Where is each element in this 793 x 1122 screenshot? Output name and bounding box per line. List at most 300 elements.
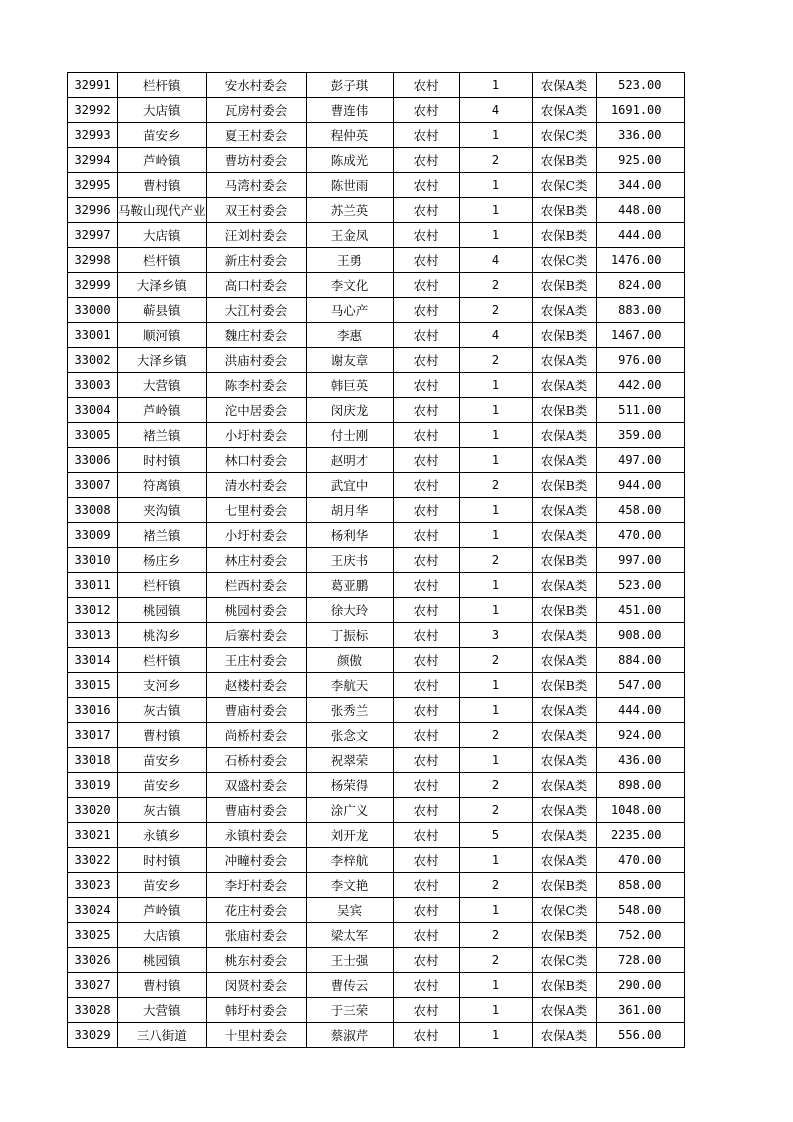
cell-record-id: 32998 — [68, 248, 118, 273]
cell-person-name: 王勇 — [306, 248, 393, 273]
cell-person-name: 王金凤 — [306, 223, 393, 248]
cell-person-name: 付士刚 — [306, 423, 393, 448]
cell-record-id: 32996 — [68, 198, 118, 223]
cell-town: 芦岭镇 — [118, 148, 207, 173]
cell-amount: 470.00 — [596, 523, 684, 548]
cell-village-committee: 闵贤村委会 — [206, 973, 306, 998]
cell-insurance-category: 农保B类 — [532, 473, 596, 498]
cell-insurance-category: 农保A类 — [532, 823, 596, 848]
table-row — [68, 598, 685, 623]
cell-household-count: 4 — [459, 248, 532, 273]
cell-village-committee: 小圩村委会 — [206, 423, 306, 448]
cell-amount: 944.00 — [596, 473, 684, 498]
cell-town: 褚兰镇 — [118, 423, 207, 448]
cell-town: 大店镇 — [118, 923, 207, 948]
cell-village-committee: 汪刘村委会 — [206, 223, 306, 248]
cell-amount: 436.00 — [596, 748, 684, 773]
cell-village-committee: 桃东村委会 — [206, 948, 306, 973]
cell-town: 大营镇 — [118, 998, 207, 1023]
cell-amount: 344.00 — [596, 173, 684, 198]
cell-residence-type: 农村 — [393, 473, 459, 498]
cell-amount: 824.00 — [596, 273, 684, 298]
cell-town: 顺河镇 — [118, 323, 207, 348]
cell-insurance-category: 农保A类 — [532, 373, 596, 398]
cell-insurance-category: 农保B类 — [532, 198, 596, 223]
cell-amount: 752.00 — [596, 923, 684, 948]
cell-village-committee: 陈李村委会 — [206, 373, 306, 398]
cell-amount: 548.00 — [596, 898, 684, 923]
cell-insurance-category: 农保A类 — [532, 573, 596, 598]
table-row — [68, 898, 685, 923]
cell-person-name: 张念文 — [306, 723, 393, 748]
cell-record-id: 33004 — [68, 398, 118, 423]
cell-amount: 924.00 — [596, 723, 684, 748]
cell-village-committee: 小圩村委会 — [206, 523, 306, 548]
cell-village-committee: 赵楼村委会 — [206, 673, 306, 698]
cell-residence-type: 农村 — [393, 123, 459, 148]
cell-insurance-category: 农保C类 — [532, 173, 596, 198]
cell-residence-type: 农村 — [393, 173, 459, 198]
cell-record-id: 33029 — [68, 1023, 118, 1048]
cell-household-count: 2 — [459, 473, 532, 498]
table-row — [68, 423, 685, 448]
cell-amount: 451.00 — [596, 598, 684, 623]
cell-record-id: 33012 — [68, 598, 118, 623]
cell-record-id: 33014 — [68, 648, 118, 673]
cell-insurance-category: 农保A类 — [532, 298, 596, 323]
cell-person-name: 曹传云 — [306, 973, 393, 998]
cell-insurance-category: 农保B类 — [532, 548, 596, 573]
table-row — [68, 273, 685, 298]
table-row — [68, 723, 685, 748]
cell-record-id: 33024 — [68, 898, 118, 923]
cell-village-committee: 清水村委会 — [206, 473, 306, 498]
table-row — [68, 923, 685, 948]
cell-residence-type: 农村 — [393, 998, 459, 1023]
table-row — [68, 173, 685, 198]
cell-household-count: 2 — [459, 798, 532, 823]
cell-household-count: 2 — [459, 648, 532, 673]
cell-village-committee: 曹庙村委会 — [206, 698, 306, 723]
cell-person-name: 陈世雨 — [306, 173, 393, 198]
cell-household-count: 2 — [459, 348, 532, 373]
cell-residence-type: 农村 — [393, 798, 459, 823]
cell-household-count: 5 — [459, 823, 532, 848]
cell-household-count: 1 — [459, 998, 532, 1023]
cell-town: 时村镇 — [118, 448, 207, 473]
cell-record-id: 32995 — [68, 173, 118, 198]
cell-insurance-category: 农保B类 — [532, 398, 596, 423]
cell-household-count: 1 — [459, 373, 532, 398]
cell-residence-type: 农村 — [393, 773, 459, 798]
cell-residence-type: 农村 — [393, 498, 459, 523]
cell-amount: 1476.00 — [596, 248, 684, 273]
cell-person-name: 赵明才 — [306, 448, 393, 473]
cell-household-count: 1 — [459, 398, 532, 423]
cell-village-committee: 马湾村委会 — [206, 173, 306, 198]
cell-record-id: 33000 — [68, 298, 118, 323]
table-row — [68, 398, 685, 423]
cell-town: 时村镇 — [118, 848, 207, 873]
cell-town: 桃园镇 — [118, 598, 207, 623]
table-row — [68, 348, 685, 373]
cell-household-count: 1 — [459, 448, 532, 473]
cell-household-count: 1 — [459, 523, 532, 548]
cell-residence-type: 农村 — [393, 73, 459, 98]
cell-town: 苗安乡 — [118, 873, 207, 898]
cell-residence-type: 农村 — [393, 348, 459, 373]
cell-person-name: 吴宾 — [306, 898, 393, 923]
cell-person-name: 谢友章 — [306, 348, 393, 373]
cell-person-name: 韩巨英 — [306, 373, 393, 398]
cell-household-count: 1 — [459, 748, 532, 773]
cell-town: 曹村镇 — [118, 973, 207, 998]
cell-insurance-category: 农保A类 — [532, 848, 596, 873]
cell-household-count: 1 — [459, 198, 532, 223]
table-row — [68, 198, 685, 223]
cell-insurance-category: 农保B类 — [532, 598, 596, 623]
cell-village-committee: 高口村委会 — [206, 273, 306, 298]
cell-household-count: 2 — [459, 298, 532, 323]
cell-household-count: 1 — [459, 498, 532, 523]
table-row — [68, 498, 685, 523]
cell-person-name: 彭子琪 — [306, 73, 393, 98]
cell-town: 三八街道 — [118, 1023, 207, 1048]
table-row — [68, 148, 685, 173]
table-row — [68, 648, 685, 673]
cell-insurance-category: 农保A类 — [532, 73, 596, 98]
cell-town: 大营镇 — [118, 373, 207, 398]
cell-village-committee: 新庄村委会 — [206, 248, 306, 273]
cell-village-committee: 李圩村委会 — [206, 873, 306, 898]
cell-insurance-category: 农保B类 — [532, 923, 596, 948]
cell-amount: 359.00 — [596, 423, 684, 448]
cell-household-count: 1 — [459, 898, 532, 923]
cell-village-committee: 张庙村委会 — [206, 923, 306, 948]
cell-village-committee: 沱中居委会 — [206, 398, 306, 423]
cell-household-count: 2 — [459, 923, 532, 948]
table-row — [68, 948, 685, 973]
cell-amount: 898.00 — [596, 773, 684, 798]
cell-person-name: 张秀兰 — [306, 698, 393, 723]
cell-residence-type: 农村 — [393, 723, 459, 748]
cell-person-name: 马心产 — [306, 298, 393, 323]
cell-amount: 858.00 — [596, 873, 684, 898]
cell-record-id: 33002 — [68, 348, 118, 373]
cell-village-committee: 魏庄村委会 — [206, 323, 306, 348]
cell-town: 苗安乡 — [118, 748, 207, 773]
cell-person-name: 李航天 — [306, 673, 393, 698]
cell-insurance-category: 农保A类 — [532, 773, 596, 798]
cell-insurance-category: 农保A类 — [532, 698, 596, 723]
table-row — [68, 248, 685, 273]
table-row — [68, 823, 685, 848]
cell-record-id: 33017 — [68, 723, 118, 748]
cell-person-name: 武宜中 — [306, 473, 393, 498]
cell-person-name: 王士强 — [306, 948, 393, 973]
cell-person-name: 李惠 — [306, 323, 393, 348]
cell-record-id: 33019 — [68, 773, 118, 798]
cell-record-id: 32993 — [68, 123, 118, 148]
records-table-body — [68, 73, 685, 1048]
cell-person-name: 祝翠荣 — [306, 748, 393, 773]
cell-town: 大店镇 — [118, 223, 207, 248]
cell-household-count: 2 — [459, 148, 532, 173]
cell-village-committee: 曹庙村委会 — [206, 798, 306, 823]
cell-residence-type: 农村 — [393, 598, 459, 623]
table-row — [68, 473, 685, 498]
cell-record-id: 33023 — [68, 873, 118, 898]
cell-amount: 883.00 — [596, 298, 684, 323]
cell-amount: 448.00 — [596, 198, 684, 223]
cell-amount: 2235.00 — [596, 823, 684, 848]
cell-household-count: 1 — [459, 73, 532, 98]
cell-insurance-category: 农保A类 — [532, 723, 596, 748]
cell-residence-type: 农村 — [393, 423, 459, 448]
table-row — [68, 998, 685, 1023]
cell-record-id: 32997 — [68, 223, 118, 248]
cell-village-committee: 七里村委会 — [206, 498, 306, 523]
cell-town: 曹村镇 — [118, 723, 207, 748]
cell-town: 符离镇 — [118, 473, 207, 498]
cell-record-id: 33022 — [68, 848, 118, 873]
cell-village-committee: 桃园村委会 — [206, 598, 306, 623]
cell-insurance-category: 农保B类 — [532, 873, 596, 898]
table-row — [68, 548, 685, 573]
cell-record-id: 33001 — [68, 323, 118, 348]
cell-town: 夹沟镇 — [118, 498, 207, 523]
cell-insurance-category: 农保A类 — [532, 798, 596, 823]
cell-town: 桃沟乡 — [118, 623, 207, 648]
cell-person-name: 颜傲 — [306, 648, 393, 673]
cell-person-name: 丁振标 — [306, 623, 393, 648]
cell-town: 支河乡 — [118, 673, 207, 698]
cell-residence-type: 农村 — [393, 823, 459, 848]
cell-residence-type: 农村 — [393, 873, 459, 898]
cell-insurance-category: 农保A类 — [532, 1023, 596, 1048]
cell-person-name: 王庆书 — [306, 548, 393, 573]
cell-record-id: 33025 — [68, 923, 118, 948]
cell-insurance-category: 农保B类 — [532, 148, 596, 173]
cell-insurance-category: 农保A类 — [532, 523, 596, 548]
cell-town: 灰古镇 — [118, 798, 207, 823]
table-row — [68, 223, 685, 248]
cell-amount: 925.00 — [596, 148, 684, 173]
cell-household-count: 3 — [459, 623, 532, 648]
cell-household-count: 1 — [459, 1023, 532, 1048]
cell-insurance-category: 农保A类 — [532, 998, 596, 1023]
cell-person-name: 于三荣 — [306, 998, 393, 1023]
cell-amount: 458.00 — [596, 498, 684, 523]
cell-amount: 523.00 — [596, 73, 684, 98]
cell-amount: 997.00 — [596, 548, 684, 573]
cell-insurance-category: 农保C类 — [532, 948, 596, 973]
cell-record-id: 33026 — [68, 948, 118, 973]
table-row — [68, 98, 685, 123]
cell-insurance-category: 农保A类 — [532, 448, 596, 473]
cell-amount: 556.00 — [596, 1023, 684, 1048]
table-row — [68, 973, 685, 998]
cell-village-committee: 曹坊村委会 — [206, 148, 306, 173]
cell-residence-type: 农村 — [393, 223, 459, 248]
cell-amount: 444.00 — [596, 223, 684, 248]
cell-town: 马鞍山现代产业 — [118, 198, 207, 223]
cell-person-name: 梁太军 — [306, 923, 393, 948]
cell-residence-type: 农村 — [393, 198, 459, 223]
table-row — [68, 523, 685, 548]
cell-village-committee: 石桥村委会 — [206, 748, 306, 773]
cell-record-id: 32991 — [68, 73, 118, 98]
cell-record-id: 33007 — [68, 473, 118, 498]
cell-record-id: 33015 — [68, 673, 118, 698]
cell-residence-type: 农村 — [393, 648, 459, 673]
cell-village-committee: 安水村委会 — [206, 73, 306, 98]
cell-record-id: 33010 — [68, 548, 118, 573]
cell-village-committee: 双王村委会 — [206, 198, 306, 223]
cell-residence-type: 农村 — [393, 248, 459, 273]
cell-village-committee: 瓦房村委会 — [206, 98, 306, 123]
cell-person-name: 陈成光 — [306, 148, 393, 173]
cell-amount: 511.00 — [596, 398, 684, 423]
cell-village-committee: 后寨村委会 — [206, 623, 306, 648]
cell-town: 苗安乡 — [118, 123, 207, 148]
cell-amount: 884.00 — [596, 648, 684, 673]
cell-village-committee: 林庄村委会 — [206, 548, 306, 573]
cell-household-count: 1 — [459, 848, 532, 873]
cell-residence-type: 农村 — [393, 323, 459, 348]
cell-residence-type: 农村 — [393, 1023, 459, 1048]
cell-insurance-category: 农保C类 — [532, 898, 596, 923]
cell-household-count: 1 — [459, 423, 532, 448]
cell-village-committee: 花庄村委会 — [206, 898, 306, 923]
cell-record-id: 32992 — [68, 98, 118, 123]
table-row — [68, 773, 685, 798]
cell-residence-type: 农村 — [393, 973, 459, 998]
cell-record-id: 33008 — [68, 498, 118, 523]
cell-insurance-category: 农保A类 — [532, 423, 596, 448]
cell-village-committee: 夏王村委会 — [206, 123, 306, 148]
cell-town: 蕲县镇 — [118, 298, 207, 323]
cell-residence-type: 农村 — [393, 448, 459, 473]
cell-insurance-category: 农保A类 — [532, 348, 596, 373]
cell-amount: 523.00 — [596, 573, 684, 598]
table-row — [68, 673, 685, 698]
cell-household-count: 4 — [459, 98, 532, 123]
cell-person-name: 葛亚鹏 — [306, 573, 393, 598]
cell-record-id: 33016 — [68, 698, 118, 723]
cell-town: 曹村镇 — [118, 173, 207, 198]
cell-village-committee: 洪庙村委会 — [206, 348, 306, 373]
cell-town: 桃园镇 — [118, 948, 207, 973]
cell-household-count: 2 — [459, 873, 532, 898]
cell-amount: 497.00 — [596, 448, 684, 473]
cell-village-committee: 栏西村委会 — [206, 573, 306, 598]
cell-household-count: 2 — [459, 723, 532, 748]
table-row — [68, 123, 685, 148]
records-table — [67, 72, 685, 1048]
cell-person-name: 杨利华 — [306, 523, 393, 548]
cell-residence-type: 农村 — [393, 373, 459, 398]
cell-amount: 1691.00 — [596, 98, 684, 123]
cell-village-committee: 双盛村委会 — [206, 773, 306, 798]
cell-household-count: 1 — [459, 673, 532, 698]
cell-insurance-category: 农保B类 — [532, 223, 596, 248]
cell-person-name: 刘开龙 — [306, 823, 393, 848]
cell-insurance-category: 农保A类 — [532, 648, 596, 673]
cell-residence-type: 农村 — [393, 273, 459, 298]
cell-town: 永镇乡 — [118, 823, 207, 848]
cell-amount: 336.00 — [596, 123, 684, 148]
cell-residence-type: 农村 — [393, 923, 459, 948]
cell-insurance-category: 农保A类 — [532, 748, 596, 773]
cell-insurance-category: 农保C类 — [532, 248, 596, 273]
cell-town: 褚兰镇 — [118, 523, 207, 548]
cell-person-name: 徐大玲 — [306, 598, 393, 623]
cell-village-committee: 十里村委会 — [206, 1023, 306, 1048]
cell-insurance-category: 农保A类 — [532, 98, 596, 123]
cell-person-name: 蔡淑芹 — [306, 1023, 393, 1048]
cell-record-id: 33013 — [68, 623, 118, 648]
cell-residence-type: 农村 — [393, 898, 459, 923]
table-row — [68, 623, 685, 648]
cell-residence-type: 农村 — [393, 673, 459, 698]
cell-record-id: 33021 — [68, 823, 118, 848]
table-row — [68, 373, 685, 398]
cell-amount: 728.00 — [596, 948, 684, 973]
cell-amount: 976.00 — [596, 348, 684, 373]
cell-town: 杨庄乡 — [118, 548, 207, 573]
cell-town: 大店镇 — [118, 98, 207, 123]
cell-residence-type: 农村 — [393, 623, 459, 648]
cell-town: 栏杆镇 — [118, 248, 207, 273]
table-row — [68, 573, 685, 598]
cell-residence-type: 农村 — [393, 298, 459, 323]
table-row — [68, 1023, 685, 1048]
cell-insurance-category: 农保B类 — [532, 973, 596, 998]
cell-record-id: 33003 — [68, 373, 118, 398]
table-row — [68, 323, 685, 348]
cell-residence-type: 农村 — [393, 398, 459, 423]
cell-person-name: 胡月华 — [306, 498, 393, 523]
cell-household-count: 2 — [459, 773, 532, 798]
cell-person-name: 曹连伟 — [306, 98, 393, 123]
table-row — [68, 448, 685, 473]
cell-village-committee: 冲疃村委会 — [206, 848, 306, 873]
table-row — [68, 73, 685, 98]
cell-village-committee: 大江村委会 — [206, 298, 306, 323]
table-row — [68, 748, 685, 773]
cell-residence-type: 农村 — [393, 698, 459, 723]
cell-amount: 547.00 — [596, 673, 684, 698]
cell-amount: 470.00 — [596, 848, 684, 873]
cell-household-count: 2 — [459, 948, 532, 973]
cell-household-count: 2 — [459, 548, 532, 573]
cell-village-committee: 尚桥村委会 — [206, 723, 306, 748]
cell-person-name: 涂广义 — [306, 798, 393, 823]
cell-town: 大泽乡镇 — [118, 348, 207, 373]
cell-town: 栏杆镇 — [118, 573, 207, 598]
cell-village-committee: 王庄村委会 — [206, 648, 306, 673]
cell-village-committee: 韩圩村委会 — [206, 998, 306, 1023]
cell-household-count: 1 — [459, 598, 532, 623]
cell-household-count: 2 — [459, 273, 532, 298]
cell-person-name: 苏兰英 — [306, 198, 393, 223]
cell-record-id: 33028 — [68, 998, 118, 1023]
cell-insurance-category: 农保A类 — [532, 498, 596, 523]
cell-household-count: 1 — [459, 573, 532, 598]
cell-person-name: 李文艳 — [306, 873, 393, 898]
cell-household-count: 1 — [459, 223, 532, 248]
